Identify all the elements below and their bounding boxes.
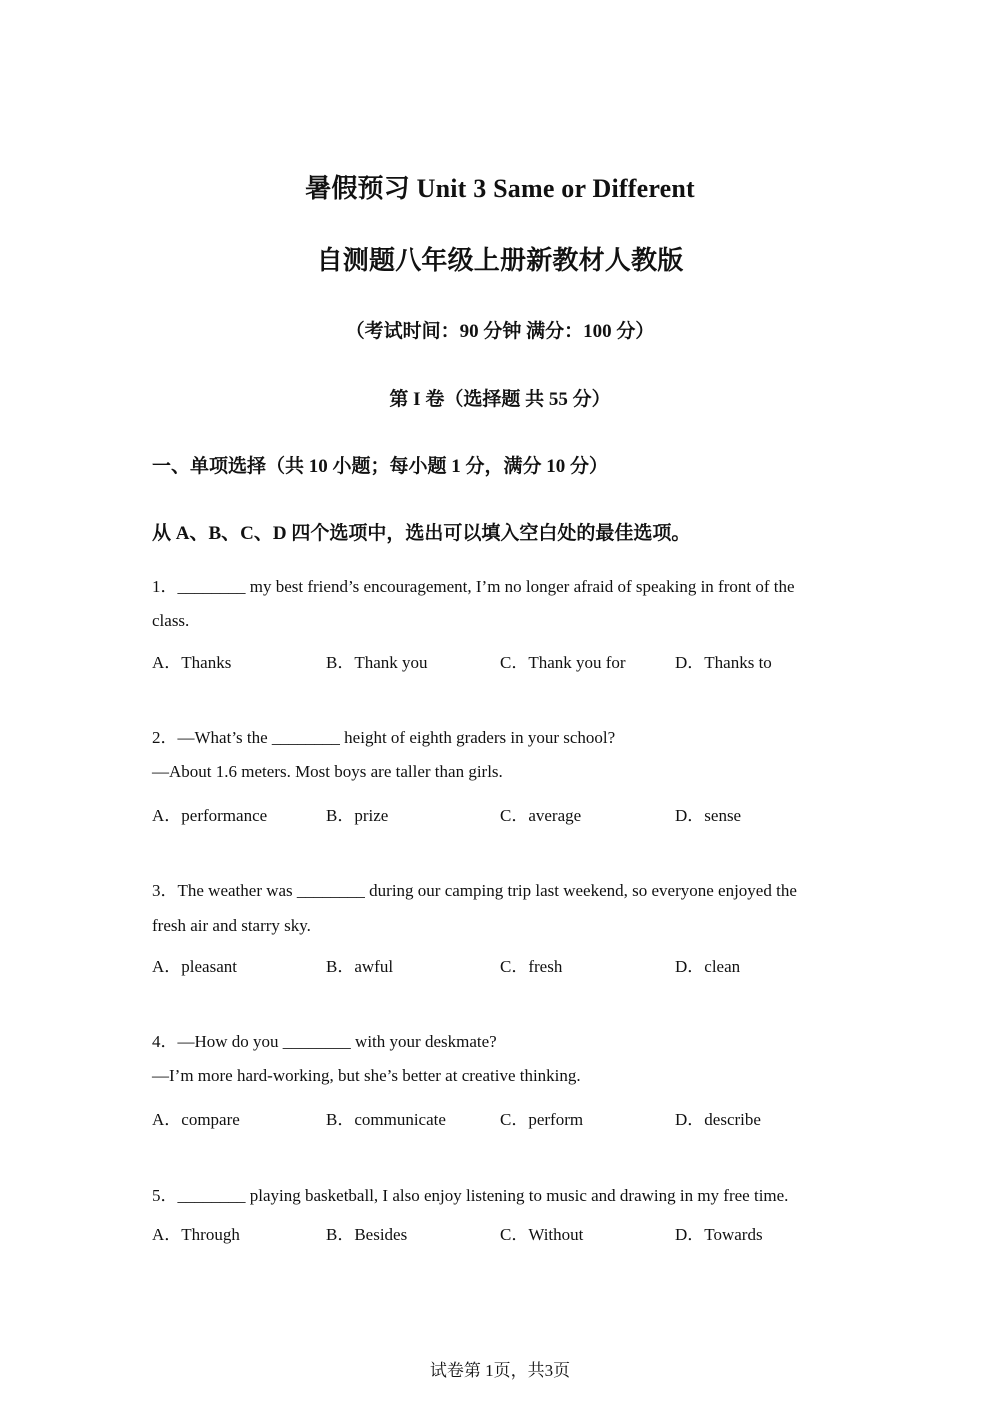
question-1-stem-line-2: class. [152, 611, 190, 630]
question-2-stem-line-2: —About 1.6 meters. Most boys are taller than girls. [152, 762, 503, 781]
question-1-option-a: A．Thanks [152, 653, 232, 672]
question-5-option-a: A．Through [152, 1225, 240, 1244]
question-3-stem-line-1: 3．The weather was ________ during our camping trip last weekend, so everyone enjoyed the [152, 881, 797, 900]
question-3-stem-line-2: fresh air and starry sky. [152, 916, 311, 935]
question-5-options [152, 1220, 852, 1244]
question-1-option-b: B．Thank you [326, 653, 428, 672]
question-4-options [152, 1105, 852, 1129]
question-3-option-c: C．fresh [500, 957, 563, 976]
exam-info: （考试时间：90 分钟 满分：100 分） [345, 321, 655, 342]
title-line-1: 暑假预习 Unit 3 Same or Different [305, 174, 695, 203]
question-1-stem-line-1: 1．________ my best friend’s encouragement, I’m no longer afraid of speaking in front of the [152, 577, 795, 596]
question-4-option-c: C．perform [500, 1110, 584, 1129]
question-3-option-a: A．pleasant [152, 957, 237, 976]
section-instruction: 从 A、B、C、D 四个选项中，选出可以填入空白处的最佳选项。 [152, 523, 691, 544]
question-1-option-c: C．Thank you for [500, 653, 626, 672]
question-2-option-b: B．prize [326, 806, 389, 825]
question-2-stem-line-1: 2．—What’s the ________ height of eighth graders in your school? [152, 728, 616, 747]
question-5-option-c: C．Without [500, 1225, 584, 1244]
question-3-option-b: B．awful [326, 957, 394, 976]
question-4-option-a: A．compare [152, 1110, 240, 1129]
question-3-options [152, 952, 852, 976]
question-5-stem-line-1: 5．________ playing basketball, I also enjoy listening to music and drawing in my free time. [152, 1186, 789, 1205]
page-number: 试卷第 1页，共3页 [429, 1361, 571, 1380]
question-1-option-d: D．Thanks to [675, 653, 772, 672]
question-2-option-d: D．sense [675, 806, 742, 825]
question-4-option-d: D．describe [675, 1110, 761, 1129]
volume-heading: 第 I 卷（选择题 共 55 分） [389, 389, 611, 410]
question-2-options [152, 801, 852, 825]
question-4-stem-line-2: —I’m more hard-working, but she’s better at creative thinking. [152, 1066, 581, 1085]
question-4-stem-line-1: 4．—How do you ________ with your deskmate? [152, 1032, 497, 1051]
question-4-option-b: B．communicate [326, 1110, 446, 1129]
question-5-option-b: B．Besides [326, 1225, 408, 1244]
question-3-option-d: D．clean [675, 957, 741, 976]
question-2-option-a: A．performance [152, 806, 268, 825]
question-5-option-d: D．Towards [675, 1225, 763, 1244]
title-line-2: 自测题八年级上册新教材人教版 [316, 246, 684, 275]
section-heading: 一、单项选择（共 10 小题；每小题 1 分，满分 10 分） [152, 456, 609, 477]
question-2-option-c: C．average [500, 806, 582, 825]
question-1-options [152, 648, 852, 672]
